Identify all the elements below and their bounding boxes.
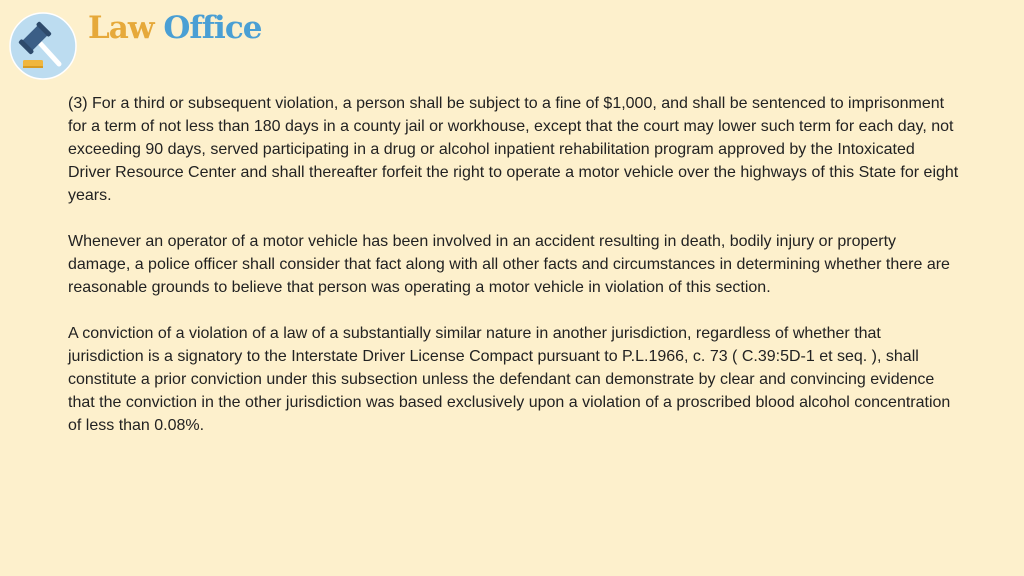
title-word-office: Office xyxy=(163,10,262,46)
paragraph-third-violation: (3) For a third or subsequent violation, a person shall be subject to a fine of $1,000, and shall be sentenced to imprisonment for a term of not less than 180 days in a county jail or workhouse, except that the court may lower such term for each day, not exceeding 90 days, served participating in a drug or alcohol inpatient rehabilitation program approved by the Intoxicated Driver Resource Center and shall thereafter forfeit the right to operate a motor vehicle over the highways of this State for eight years. xyxy=(68,95,959,204)
title-word-law: Law xyxy=(88,10,154,46)
gavel-icon xyxy=(9,12,77,80)
document-body xyxy=(68,92,960,460)
paragraph-accident-consideration: Whenever an operator of a motor vehicle has been involved in an accident resulting in death, bodily injury or property damage, a police officer shall consider that fact along with all other facts and circumstances in determining whether there are reasonable grounds to believe that person was operating a motor vehicle in violation of this section. xyxy=(68,233,950,296)
page-title xyxy=(88,8,261,48)
law-office-logo xyxy=(9,12,77,80)
paragraph-prior-conviction: A conviction of a violation of a law of a substantially similar nature in another jurisdiction, regardless of whether that jurisdiction is a signatory to the Interstate Driver License Compact pursuant to P.L.1966, c. 73 ( C.39:5D-1 et seq. ), shall constitute a prior conviction under this subsection unless the defendant can demonstrate by clear and convincing evidence that the conviction in the other jurisdiction was based exclusively upon a violation of a proscribed blood alcohol concentration of less than 0.08%. xyxy=(68,325,951,434)
